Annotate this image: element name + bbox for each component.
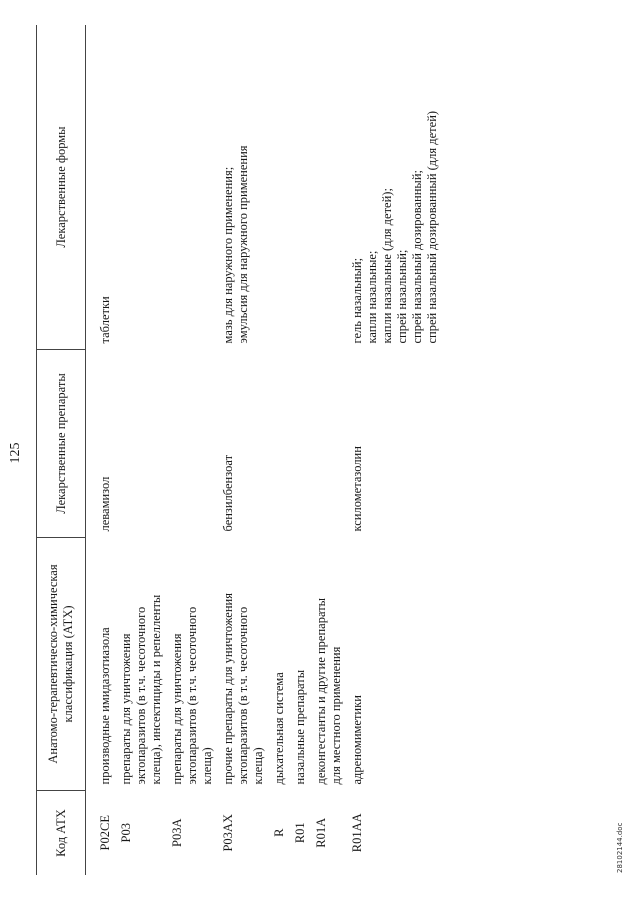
header-atc: Анатомо-терапевтическо-химическая классификация (АТХ) [37, 538, 86, 791]
cell-atc: деконгестанты и другие препараты для местного применения [314, 597, 343, 785]
page-number: 125 [8, 442, 23, 464]
table-row [350, 25, 440, 875]
cell-forms: гель назальный; капли назальные; капли назальные (для детей); спрей назальный; спрей назальный дозированный; спрей назальный дозированный (для детей) [350, 110, 439, 344]
cell-code: P02CE [98, 815, 112, 851]
cell-drug: левамизол [98, 476, 112, 532]
cell-code: R01AA [350, 813, 364, 853]
cell-drug [119, 350, 164, 538]
table-header-row [37, 25, 86, 875]
header-code: Код АТХ [37, 791, 86, 876]
cell-forms [119, 25, 164, 350]
table-row [272, 25, 287, 875]
cell-code: P03 [119, 823, 133, 843]
atc-drug-table [36, 25, 440, 875]
cell-atc: препараты для уничтожения эктопаразитов (в т.ч. чесоточного клеща), инсектициды и репелленты [119, 594, 163, 785]
cell-code: R01 [293, 822, 307, 844]
cell-forms [170, 25, 215, 350]
table-row [221, 25, 266, 875]
cell-drug: бензилбензоат [221, 454, 235, 532]
cell-atc: дыхательная система [272, 672, 286, 785]
cell-forms: таблетки [98, 296, 112, 344]
cell-forms: мазь для наружного применения; эмульсия для наружного применения [221, 145, 250, 344]
header-drugs: Лекарственные препараты [37, 350, 86, 538]
cell-drug [293, 350, 308, 538]
cell-drug [272, 350, 287, 538]
table-row [293, 25, 308, 875]
cell-code: P03AX [221, 814, 235, 852]
table-row [170, 25, 215, 875]
cell-forms [314, 25, 344, 350]
header-forms: Лекарственные формы [37, 25, 86, 350]
cell-drug [314, 350, 344, 538]
cell-atc: препараты для уничтожения эктопаразитов (в т.ч. чесоточного клеща) [170, 606, 214, 785]
document-file-code: 28102144.doc [616, 822, 624, 873]
table-row [86, 25, 114, 875]
cell-forms [293, 25, 308, 350]
cell-atc: производные имидазотиазола [98, 627, 112, 785]
cell-code: P03A [170, 818, 184, 847]
table-row [119, 25, 164, 875]
cell-code: R [272, 828, 286, 837]
cell-code: R01A [314, 817, 328, 848]
cell-atc: адреномиметики [350, 695, 364, 785]
cell-atc: прочие препараты для уничтожения эктопаразитов (в т.ч. чесоточного клеща) [221, 593, 265, 785]
cell-atc: назальные препараты [293, 669, 307, 785]
table-row [314, 25, 344, 875]
cell-drug [170, 350, 215, 538]
cell-forms [272, 25, 287, 350]
cell-drug: ксилометазолин [350, 446, 364, 532]
